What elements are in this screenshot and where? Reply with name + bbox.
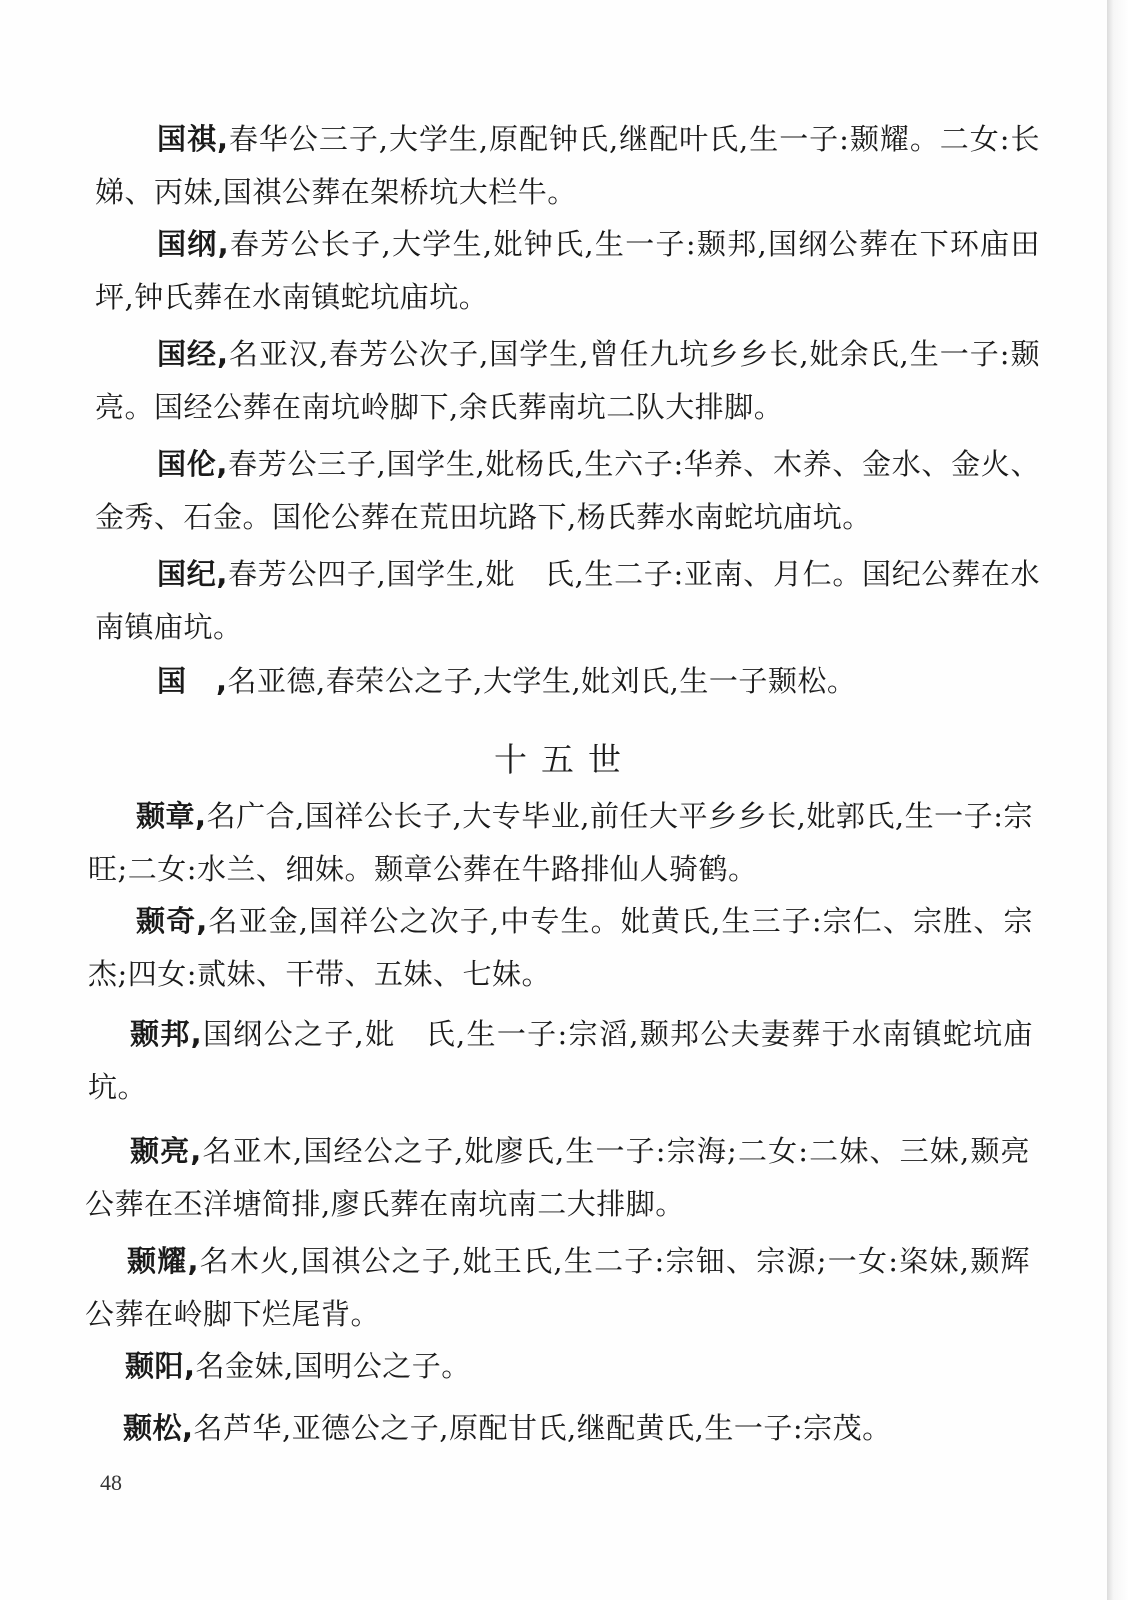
entry-paragraph [88,1008,1033,1114]
entry-text: 名芦华,亚德公之子,原配甘氏,继配黄氏,生一子:宗茂。 [193,1411,892,1445]
entry-name: 颞阳, [125,1349,196,1383]
entry-text: 名广合,国祥公长子,大专毕业,前任大平乡乡长,妣郭氏,生一子:宗旺;二女:水兰、细妹。颞章公葬在牛路排仙人骑鹤。 [88,799,1033,886]
entry-paragraph [85,1402,1030,1455]
entry-name: 国 , [157,664,228,698]
entry-name: 颞章, [136,799,207,833]
entry-text: 春芳公三子,国学生,妣杨氏,生六子:华养、木养、金水、金火、金秀、石金。国伦公葬在荒田坑路下,杨氏葬水南蛇坑庙坑。 [95,447,1040,534]
entry-text: 名亚木,国经公之子,妣廖氏,生一子:宗海;二女:二妹、三妹,颞亮公葬在丕洋塘简排,廖氏葬在南坑南二大排脚。 [85,1134,1030,1221]
entry-paragraph [88,895,1033,1001]
entry-paragraph [95,548,1040,654]
entry-text: 名金妹,国明公之子。 [195,1349,471,1383]
entry-name: 颞奇, [136,904,208,938]
entry-paragraph [85,1235,1030,1341]
entry-text: 春华公三子,大学生,原配钟氏,继配叶氏,生一子:颞耀。二女:长娣、丙妹,国祺公葬在架桥坑大栏牛。 [95,122,1040,209]
entry-text: 春芳公四子,国学生,妣 氏,生二子:亚南、月仁。国纪公葬在水南镇庙坑。 [95,557,1040,644]
entry-paragraph [95,218,1040,324]
page-number: 48 [100,1470,122,1495]
entry-name: 国伦, [157,447,228,481]
section-heading: 十五世 [494,740,635,779]
entry-text: 春芳公长子,大学生,妣钟氏,生一子:颞邦,国纲公葬在下环庙田坪,钟氏葬在水南镇蛇坑庙坑。 [95,227,1040,314]
entry-name: 颞邦, [130,1017,203,1051]
entry-name: 国纪, [157,557,228,591]
entry-paragraph [95,328,1040,434]
entry-paragraph [85,1125,1030,1231]
entry-text: 名木火,国祺公之子,妣王氏,生二子:宗钿、宗源;一女:栥妹,颞辉公葬在岭脚下烂尾背。 [85,1244,1030,1331]
entry-text: 国纲公之子,妣 氏,生一子:宗滔,颞邦公夫妻葬于水南镇蛇坑庙坑。 [88,1017,1033,1104]
entry-paragraph [85,1340,1030,1393]
entry-name: 国纲, [157,227,230,261]
entry-text: 名亚金,国祥公之次子,中专生。妣黄氏,生三子:宗仁、宗胜、宗杰;四女:贰妹、干带、五妹、七妹。 [88,904,1033,991]
entry-paragraph [95,438,1040,544]
entry-name: 国祺, [157,122,229,156]
entry-name: 颞亮, [130,1134,202,1168]
entry-text: 名亚汉,春芳公次子,国学生,曾任九坑乡乡长,妣余氏,生一子:颞亮。国经公葬在南坑岭脚下,余氏葬南坑二队大排脚。 [95,337,1040,424]
entry-paragraph [88,790,1033,896]
entry-name: 颞耀, [127,1244,200,1278]
entry-paragraph [95,113,1040,219]
entry-name: 颞松, [123,1411,194,1445]
entry-name: 国经, [157,337,229,371]
entry-paragraph [95,655,1040,708]
entry-text: 名亚德,春荣公之子,大学生,妣刘氏,生一子颞松。 [227,664,857,698]
